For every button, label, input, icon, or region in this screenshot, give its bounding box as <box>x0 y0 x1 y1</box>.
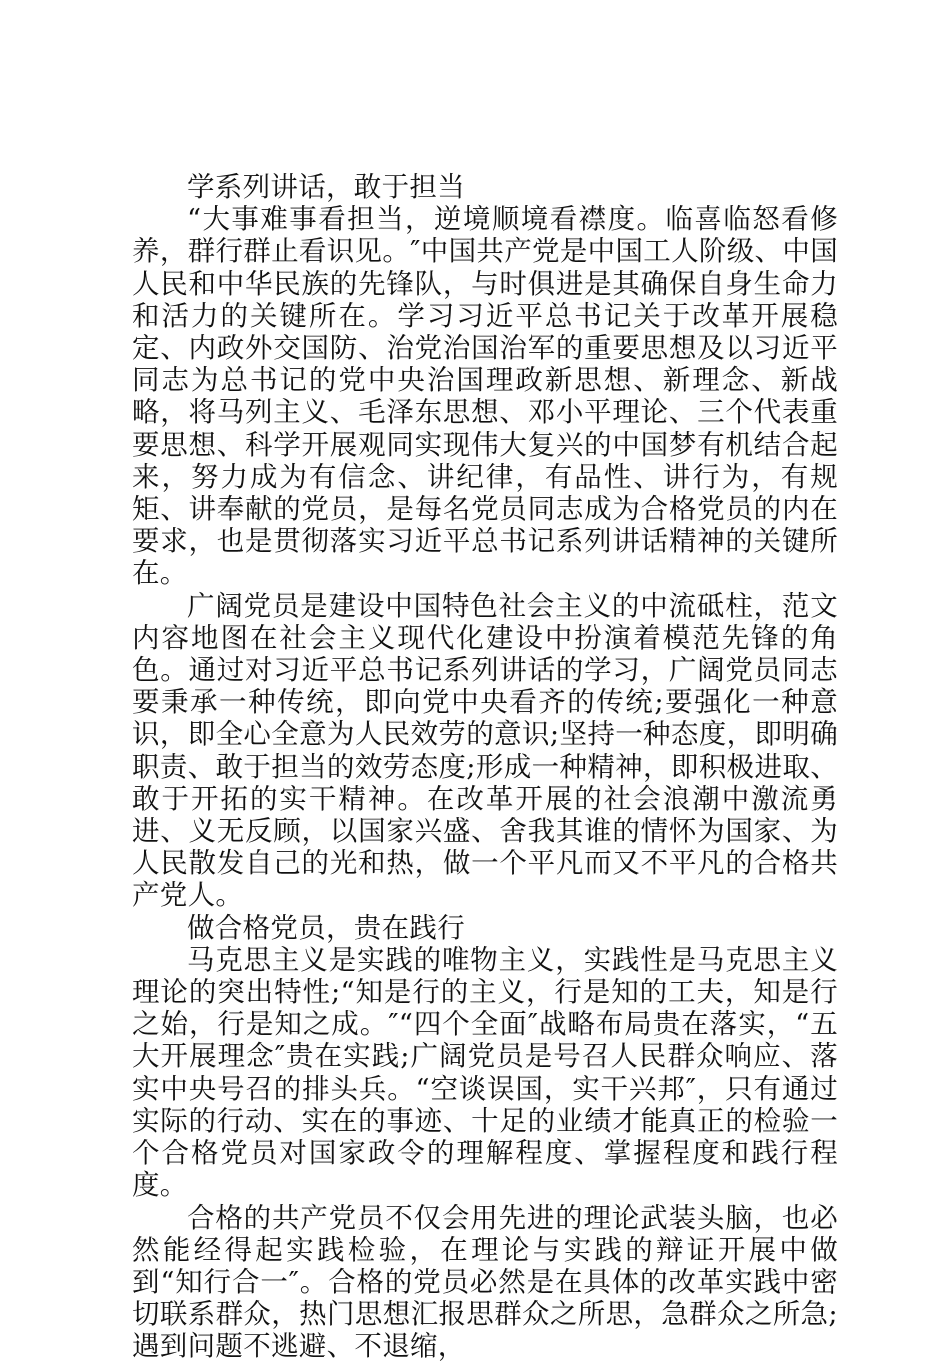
body-paragraph: 马克思主义是实践的唯物主义，实践性是马克思主义理论的突出特性;“知是行的主义，行是知的工夫，知是行之始，行是知之成。″“四个全面″战略布局贵在落实，“五大开展理念″贵在实践;广阔党员是号召人民群众响应、落实中央号召的排头兵。“空谈误国，实干兴邦″，只有通过实际的行动、实在的事迹、十足的业绩才能真正的检验一个合格党员对国家政令的理解程度、掌握程度和践行程度。 <box>132 943 838 1202</box>
section-heading: 学系列讲话，敢于担当 <box>187 171 465 203</box>
document-body <box>132 171 838 1363</box>
body-paragraph: 合格的共产党员不仅会用先进的理论武装头脑，也必然能经得起实践检验，在理论与实践的辩证开展中做到“知行合一″。合格的党员必然是在具体的改革实践中密切联系群众，热门思想汇报思群众之所思，急群众之所急;遇到问题不逃避、不退缩， <box>132 1201 838 1363</box>
body-paragraph: 广阔党员是建设中国特色社会主义的中流砥柱，范文内容地图在社会主义现代化建设中扮演着模范先锋的角色。通过对习近平总书记系列讲话的学习，广阔党员同志要秉承一种传统，即向党中央看齐的传统;要强化一种意识，即全心全意为人民效劳的意识;坚持一种态度，即明确职责、敢于担当的效劳态度;形成一种精神，即积极进取、敢于开拓的实干精神。在改革开展的社会浪潮中激流勇进、义无反顾，以国家兴盛、舍我其谁的情怀为国家、为人民散发自己的光和热，做一个平凡而又不平凡的合格共产党人。 <box>132 589 838 912</box>
body-paragraph: “大事难事看担当，逆境顺境看襟度。临喜临怒看修养，群行群止看识见。″中国共产党是中国工人阶级、中国人民和中华民族的先锋队，与时俱进是其确保自身生命力和活力的关键所在。学习习近平总书记关于改革开展稳定、内政外交国防、治党治国治军的重要思想及以习近平同志为总书记的党中央治国理政新思想、新理念、新战略，将马列主义、毛泽东思想、邓小平理论、三个代表重要思想、科学开展观同实现伟大复兴的中国梦有机结合起来，努力成为有信念、讲纪律，有品性、讲行为，有规矩、讲奉献的党员，是每名党员同志成为合格党员的内在要求，也是贯彻落实习近平总书记系列讲话精神的关键所在。 <box>132 203 838 590</box>
section-heading: 做合格党员，贵在践行 <box>187 911 465 944</box>
